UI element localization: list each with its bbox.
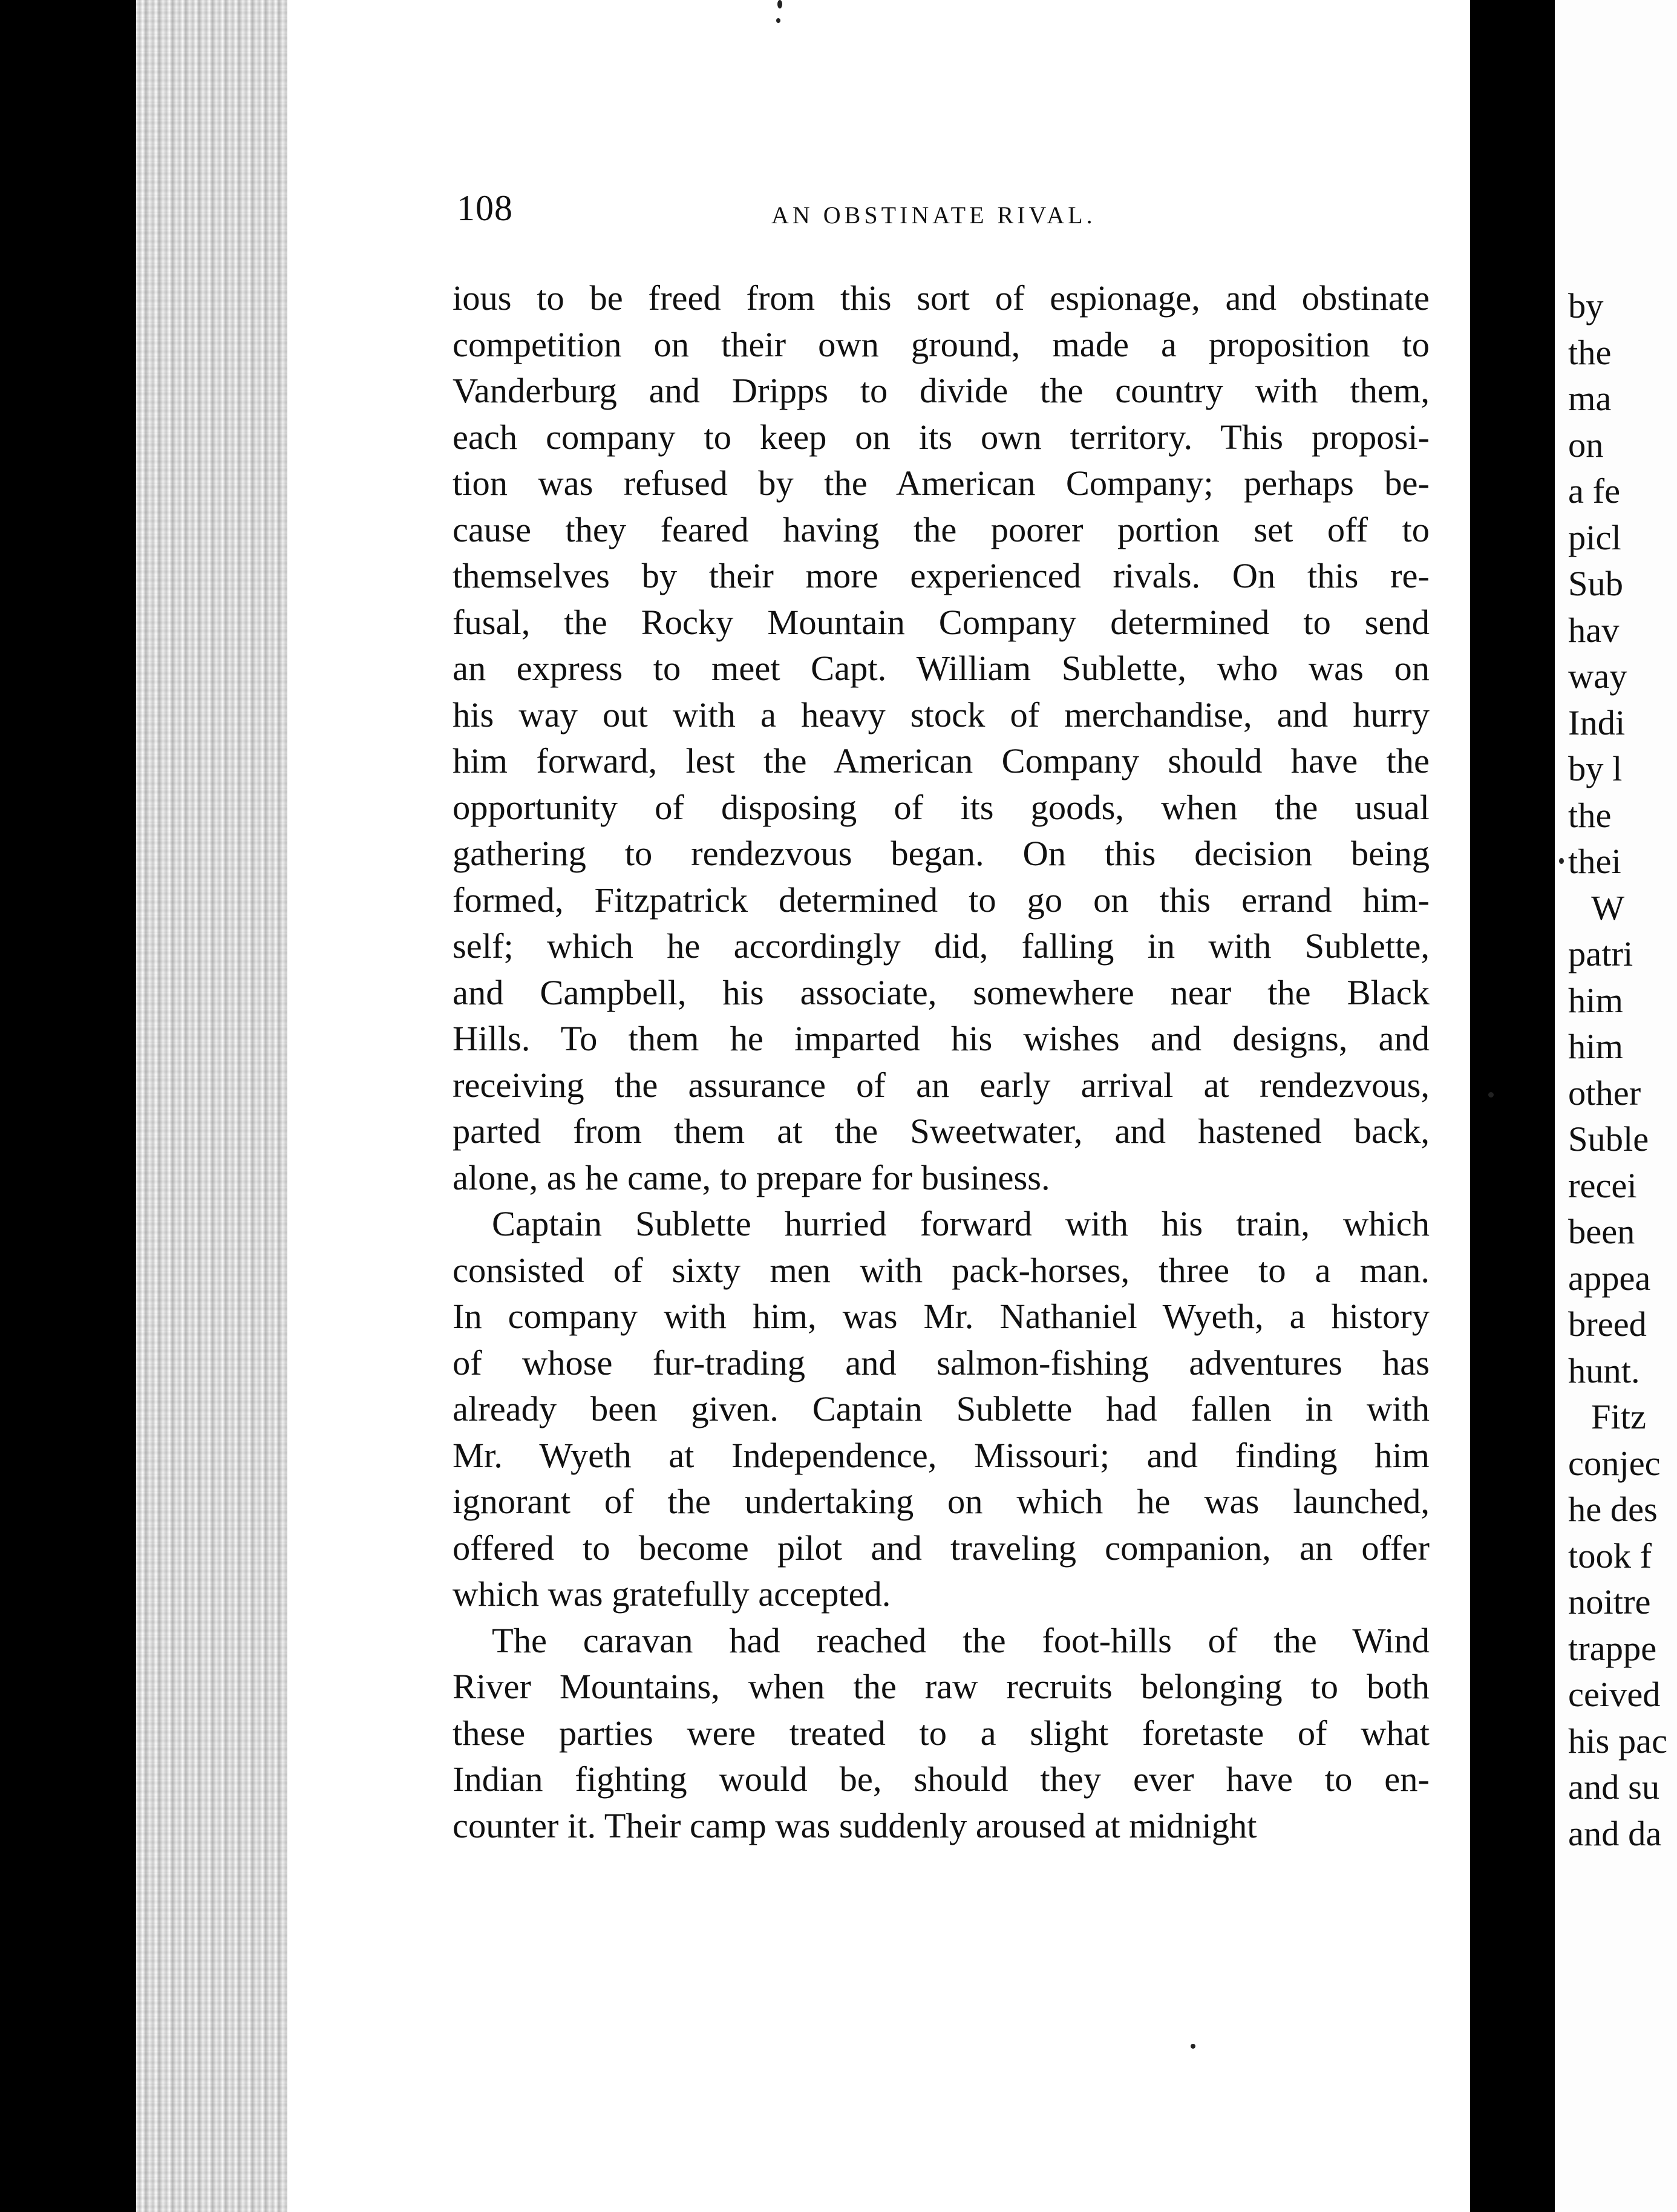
right-page-fragment: ceived <box>1568 1675 1661 1714</box>
text-line: Vanderburg and Dripps to divide the country with them, <box>453 371 1430 410</box>
body-text <box>453 275 1430 1849</box>
text-line: opportunity of disposing of its goods, when the usual <box>453 787 1430 827</box>
right-page-fragment: hunt. <box>1568 1350 1640 1390</box>
text-line: each company to keep on its own territory. This proposi- <box>453 417 1430 457</box>
right-page-fragment: other <box>1568 1073 1641 1113</box>
text-line: self; which he accordingly did, falling in with Sublette, <box>453 926 1430 966</box>
right-page-fragment: by l <box>1568 749 1623 788</box>
right-page-fragment: conjec <box>1568 1443 1661 1483</box>
print-speck <box>777 0 782 8</box>
text-line: Mr. Wyeth at Independence, Missouri; and finding him <box>453 1435 1430 1475</box>
text-line: fusal, the Rocky Mountain Company determined to send <box>453 602 1430 642</box>
print-speck <box>1191 2044 1195 2049</box>
text-line: his way out with a heavy stock of merchandise, and hurry <box>453 695 1430 735</box>
text-line: which was gratefully accepted. <box>453 1574 891 1614</box>
right-page-fragment: and su <box>1568 1767 1660 1807</box>
right-page-fragment: him <box>1568 980 1624 1020</box>
text-line: The caravan had reached the foot-hills of the Wind <box>492 1620 1430 1660</box>
text-line: themselves by their more experienced rivals. On this re- <box>453 556 1430 595</box>
right-page-fragment: by <box>1568 286 1604 326</box>
right-page-fragment: the <box>1568 795 1612 835</box>
gutter-shadow <box>1470 0 1555 2212</box>
text-line: In company with him, was Mr. Nathaniel Wyeth, a history <box>453 1297 1430 1336</box>
right-page-fragment: picl <box>1568 517 1621 557</box>
text-line: and Campbell, his associate, somewhere near the Black <box>453 972 1430 1012</box>
right-page-fragment: W <box>1591 888 1625 928</box>
right-page-fragment: Sub <box>1568 564 1624 603</box>
right-page-fragment: he des <box>1568 1490 1658 1529</box>
text-line: of whose fur-trading and salmon-fishing adventures has <box>453 1343 1430 1382</box>
right-page-text <box>1568 283 1677 1857</box>
right-page-fragment: appea <box>1568 1258 1651 1298</box>
text-line: gathering to rendezvous began. On this decision being <box>453 834 1430 873</box>
right-page-fragment: patri <box>1568 934 1633 973</box>
text-line: cause they feared having the poorer portion set off to <box>453 509 1430 549</box>
text-line: offered to become pilot and traveling companion, an offer <box>453 1528 1430 1568</box>
print-speck <box>1488 1092 1494 1098</box>
text-line: Hills. To them he imparted his wishes and designs, and <box>453 1019 1430 1058</box>
page-edges <box>136 0 287 2212</box>
right-page-fragment: ma <box>1568 379 1612 418</box>
right-page-fragment: thei <box>1568 842 1621 881</box>
right-page-fragment: a fe <box>1568 471 1621 511</box>
text-line: counter it. Their camp was suddenly aroused at midnight <box>453 1805 1257 1845</box>
page-title: AN OBSTINATE RIVAL. <box>771 201 1096 229</box>
print-speck <box>1559 858 1564 864</box>
text-line: tion was refused by the American Company; perhaps be- <box>453 463 1430 503</box>
right-page-fragment: Fitz <box>1591 1397 1647 1436</box>
text-line: receiving the assurance of an early arrival at rendezvous, <box>453 1065 1430 1105</box>
right-page-fragment: noitre <box>1568 1582 1651 1621</box>
text-line: ignorant of the undertaking on which he was launched, <box>453 1482 1430 1521</box>
right-page-fragment: on <box>1568 425 1604 465</box>
right-page-fragment: and da <box>1568 1813 1662 1853</box>
right-page-fragment: hav <box>1568 610 1620 650</box>
right-page-fragment: way <box>1568 656 1627 696</box>
text-line: competition on their own ground, made a proposition to <box>453 324 1430 364</box>
right-page-fragment: him <box>1568 1027 1624 1066</box>
right-page-fragment: took f <box>1568 1536 1652 1576</box>
text-line: already been given. Captain Sublette had fallen in with <box>453 1389 1430 1428</box>
running-head <box>457 188 1437 236</box>
text-line: him forward, lest the American Company should have the <box>453 741 1430 780</box>
text-line: parted from them at the Sweetwater, and hastened back, <box>453 1111 1430 1151</box>
right-page-fragment: the <box>1568 332 1612 372</box>
right-page-fragment: breed <box>1568 1304 1647 1344</box>
right-page-fragment: trappe <box>1568 1628 1657 1668</box>
text-line: formed, Fitzpatrick determined to go on this errand him- <box>453 880 1430 920</box>
right-page-fragment: his pac <box>1568 1721 1668 1761</box>
text-line: an express to meet Capt. William Sublette, who was on <box>453 649 1430 688</box>
right-page-fragment: Indi <box>1568 702 1626 742</box>
print-speck <box>776 18 780 23</box>
right-page-fragment: Suble <box>1568 1119 1649 1159</box>
text-line: River Mountains, when the raw recruits belonging to both <box>453 1667 1430 1706</box>
right-page-fragment: been <box>1568 1212 1635 1251</box>
right-page-fragment: recei <box>1568 1165 1637 1205</box>
text-line: Captain Sublette hurried forward with his train, which <box>492 1204 1430 1243</box>
text-line: these parties were treated to a slight foretaste of what <box>453 1713 1430 1753</box>
text-line: consisted of sixty men with pack-horses, three to a man. <box>453 1250 1430 1290</box>
text-line: alone, as he came, to prepare for business. <box>453 1157 1050 1197</box>
page-number: 108 <box>457 188 513 228</box>
text-line: ious to be freed from this sort of espionage, and obstinate <box>453 278 1430 318</box>
text-line: Indian fighting would be, should they ever have to en- <box>453 1759 1430 1799</box>
